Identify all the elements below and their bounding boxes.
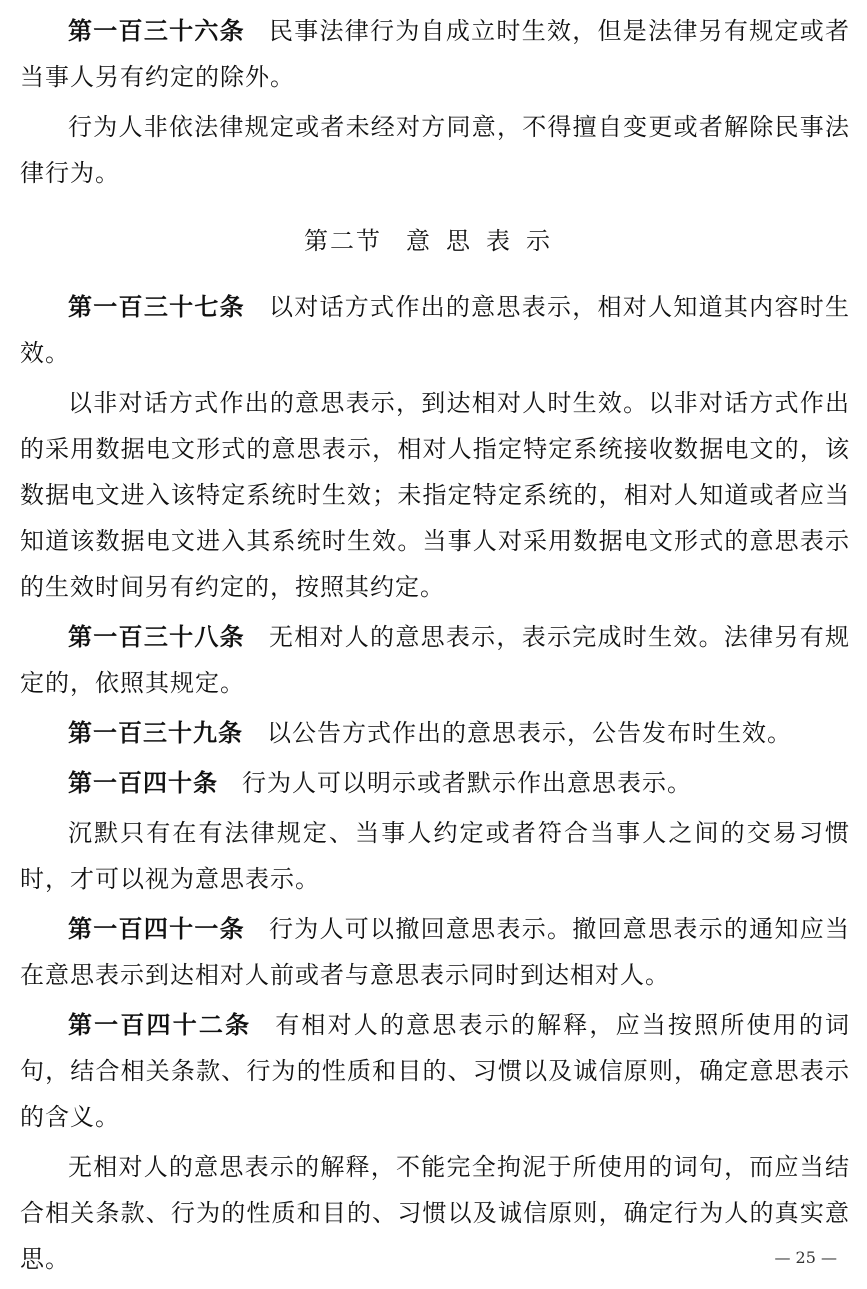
paragraph bbox=[20, 760, 850, 806]
paragraph bbox=[20, 8, 850, 100]
section-title: 意思表示 bbox=[406, 227, 566, 255]
paragraph-text: 无相对人的意思表示的解释，不能完全拘泥于所使用的词句，而应当结合相关条款、行为的性质和目的、习惯以及诚信原则，确定行为人的真实意思。 bbox=[20, 1153, 850, 1273]
section-heading bbox=[20, 218, 850, 264]
paragraph bbox=[20, 284, 850, 376]
article-number: 第一百四十一条 bbox=[68, 915, 245, 943]
article-number: 第一百四十条 bbox=[68, 769, 218, 797]
paragraph bbox=[20, 1144, 850, 1282]
paragraph-text: 行为人可以撤回意思表示。撤回意思表示的通知应当在意思表示到达相对人前或者与意思表示同时到达相对人。 bbox=[20, 915, 851, 989]
paragraph bbox=[20, 614, 850, 706]
paragraph-text: 行为人可以明示或者默示作出意思表示。 bbox=[242, 769, 692, 797]
paragraph bbox=[20, 104, 850, 196]
paragraph bbox=[20, 380, 850, 610]
paragraph-text: 以非对话方式作出的意思表示，到达相对人时生效。以非对话方式作出的采用数据电文形式的意思表示，相对人指定特定系统接收数据电文的，该数据电文进入该特定系统时生效；未指定特定系统的，相对人知道或者应当知道该数据电文进入其系统时生效。当事人对采用数据电文形式的意思表示的生效时间另有约定的，按照其约定。 bbox=[20, 389, 850, 601]
paragraph-text: 沉默只有在有法律规定、当事人约定或者符合当事人之间的交易习惯时，才可以视为意思表示。 bbox=[20, 819, 850, 893]
article-number: 第一百三十七条 bbox=[68, 293, 245, 321]
paragraph-text: 无相对人的意思表示，表示完成时生效。法律另有规定的，依照其规定。 bbox=[20, 623, 851, 697]
section-label: 第二节 bbox=[304, 227, 382, 255]
paragraph-text: 以公告方式作出的意思表示，公告发布时生效。 bbox=[267, 719, 792, 747]
article-number: 第一百三十六条 bbox=[68, 17, 245, 45]
article-number: 第一百四十二条 bbox=[68, 1011, 252, 1039]
paragraph bbox=[20, 906, 850, 998]
paragraph bbox=[20, 1002, 850, 1140]
paragraph-text: 有相对人的意思表示的解释，应当按照所使用的词句，结合相关条款、行为的性质和目的、习惯以及诚信原则，确定意思表示的含义。 bbox=[20, 1011, 850, 1131]
article-number: 第一百三十九条 bbox=[68, 719, 243, 747]
paragraph-text: 民事法律行为自成立时生效，但是法律另有规定或者当事人另有约定的除外。 bbox=[20, 17, 851, 91]
paragraph bbox=[20, 710, 850, 756]
document-body bbox=[20, 8, 850, 1286]
paragraph-text: 行为人非依法律规定或者未经对方同意，不得擅自变更或者解除民事法律行为。 bbox=[20, 113, 850, 187]
paragraph bbox=[20, 810, 850, 902]
paragraph-text: 以对话方式作出的意思表示，相对人知道其内容时生效。 bbox=[20, 293, 851, 367]
article-number: 第一百三十八条 bbox=[68, 623, 245, 651]
page-number: — 25 — bbox=[774, 1248, 837, 1267]
